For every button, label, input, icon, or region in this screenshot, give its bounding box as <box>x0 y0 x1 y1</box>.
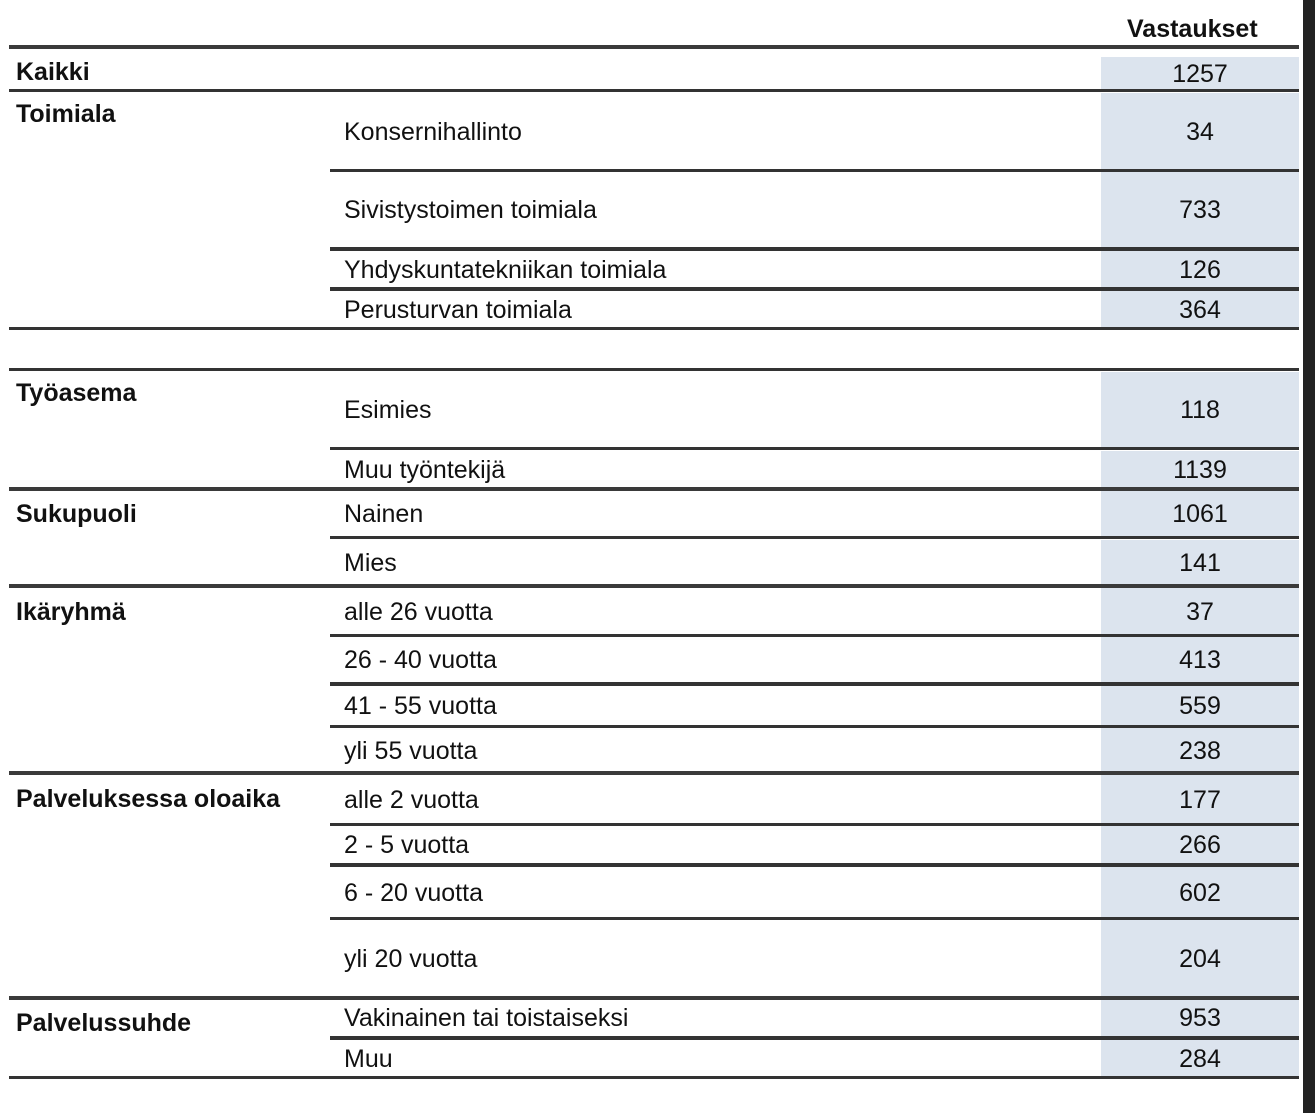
group-label: Palvelussuhde <box>16 1009 192 1037</box>
row-label: Muu työntekijä <box>344 456 506 484</box>
row-value: 284 <box>1179 1045 1221 1073</box>
row-value: 177 <box>1179 786 1221 814</box>
row-divider <box>9 368 1299 371</box>
row-divider <box>330 634 1299 637</box>
group-label: Sukupuoli <box>16 500 137 528</box>
column-header-vastaukset: Vastaukset <box>1127 15 1258 43</box>
row-label: Nainen <box>344 500 424 528</box>
row-label: yli 20 vuotta <box>344 945 478 973</box>
row-value: 1139 <box>1173 456 1227 484</box>
row-divider <box>330 1036 1299 1040</box>
row-divider <box>9 1076 1299 1079</box>
row-label: Perusturvan toimiala <box>344 296 572 324</box>
row-value: 238 <box>1179 737 1221 765</box>
row-label: 2 - 5 vuotta <box>344 831 470 859</box>
row-divider <box>330 247 1299 251</box>
group-label: Kaikki <box>16 58 90 86</box>
row-value: 37 <box>1186 598 1214 626</box>
right-border <box>1303 0 1315 1113</box>
row-divider <box>330 447 1299 450</box>
group-label: Toimiala <box>16 100 116 128</box>
row-value: 413 <box>1179 646 1221 674</box>
row-divider <box>330 917 1299 920</box>
row-value: 266 <box>1179 831 1221 859</box>
row-value: 602 <box>1179 879 1221 907</box>
row-divider <box>9 771 1299 775</box>
group-label: Ikäryhmä <box>16 598 126 626</box>
row-label: alle 26 vuotta <box>344 598 493 626</box>
row-label: 6 - 20 vuotta <box>344 879 483 907</box>
row-value: 204 <box>1179 945 1221 973</box>
row-label: Konsernihallinto <box>344 118 522 146</box>
row-divider <box>9 45 1299 49</box>
row-label: Sivistystoimen toimiala <box>344 196 597 224</box>
row-label: alle 2 vuotta <box>344 786 479 814</box>
row-label: Esimies <box>344 396 432 424</box>
row-value: 1061 <box>1172 500 1228 528</box>
row-divider <box>9 487 1299 491</box>
row-divider <box>330 287 1299 291</box>
row-label: Mies <box>344 549 397 577</box>
row-value: 34 <box>1186 118 1214 146</box>
row-value: 733 <box>1179 196 1221 224</box>
row-divider <box>330 169 1299 172</box>
row-value: 118 <box>1180 396 1220 424</box>
row-value: 953 <box>1179 1004 1221 1032</box>
row-divider <box>330 536 1299 539</box>
row-divider <box>330 682 1299 686</box>
row-value: 141 <box>1179 549 1221 577</box>
row-label: Muu <box>344 1045 393 1073</box>
group-label: Työasema <box>16 379 137 407</box>
row-label: Yhdyskuntatekniikan toimiala <box>344 256 667 284</box>
row-label: 41 - 55 vuotta <box>344 692 497 720</box>
row-value: 126 <box>1179 256 1221 284</box>
row-value: 1257 <box>1172 60 1228 88</box>
row-divider <box>330 823 1299 826</box>
row-divider <box>9 327 1299 330</box>
row-label: 26 - 40 vuotta <box>344 646 497 674</box>
row-value: 559 <box>1179 692 1221 720</box>
row-label: yli 55 vuotta <box>344 737 478 765</box>
row-divider <box>9 89 1299 92</box>
group-label: Palveluksessa oloaika <box>16 785 281 813</box>
row-divider <box>330 725 1299 728</box>
row-divider <box>9 584 1299 588</box>
row-divider <box>330 863 1299 867</box>
row-divider <box>9 996 1299 1000</box>
row-label: Vakinainen tai toistaiseksi <box>344 1004 629 1032</box>
row-value: 364 <box>1179 296 1221 324</box>
